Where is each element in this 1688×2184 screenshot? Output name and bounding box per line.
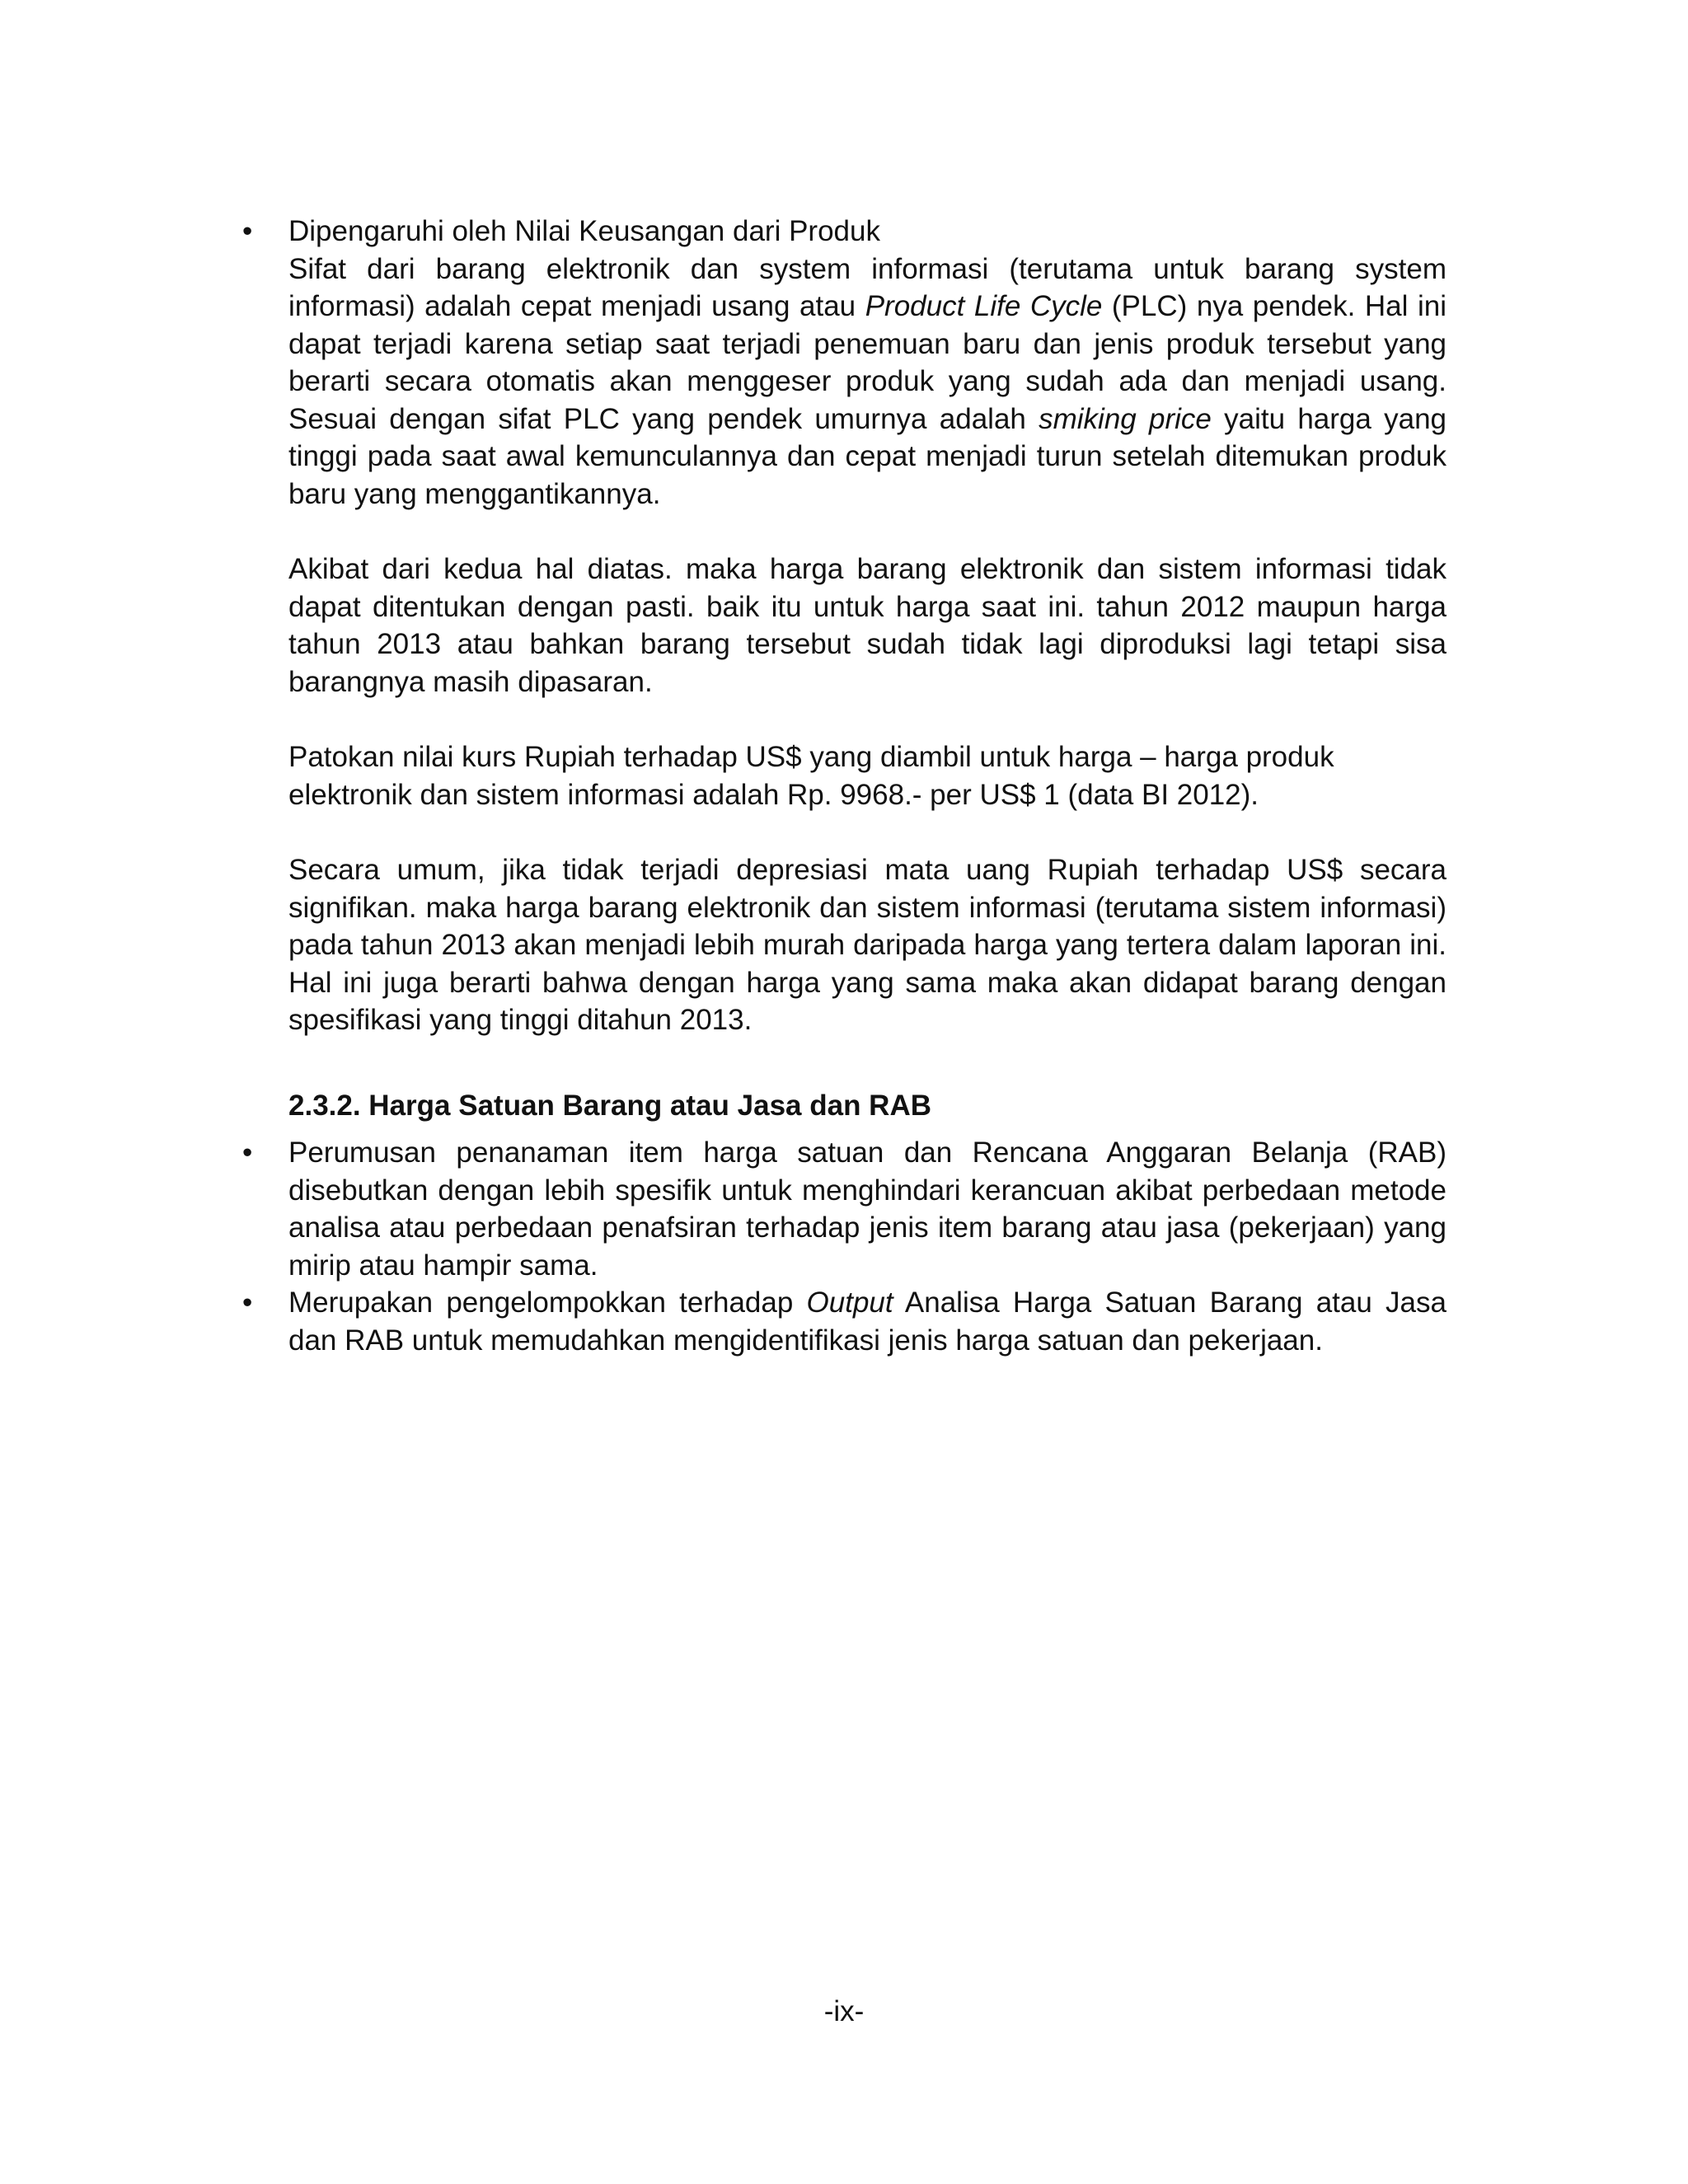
emphasis-text: smiking price: [1039, 402, 1212, 435]
section-heading: 2.3.2. Harga Satuan Barang atau Jasa dan RAB: [288, 1089, 931, 1122]
bullet-icon: •: [242, 215, 253, 247]
bullet-icon: •: [242, 1137, 253, 1169]
bullet-text: [288, 1284, 1447, 1359]
spacer: [288, 1124, 1447, 1134]
paragraph-text: Sifat dari barang elektronik dan system informasi (terutama untuk barang system informasi) adalah cepat menjadi usang atau: [288, 252, 1447, 322]
paragraph-text: yaitu harga yang tinggi pada saat awal kemunculannya dan cepat menjadi turun setelah ditemukan produk baru yang menggantikannya.: [288, 402, 1447, 510]
bullet-item-keusangan: [242, 213, 1447, 1039]
spacer: [288, 513, 1447, 551]
paragraph-kurs: Patokan nilai kurs Rupiah terhadap US$ yang diambil untuk harga – harga produk elektronik dan sistem informasi adalah Rp. 9968.- per US$ 1 (data BI 2012).: [288, 741, 1334, 811]
emphasis-text: Output: [806, 1286, 893, 1319]
page-number: -ix-: [823, 1995, 865, 2027]
spacer: [288, 813, 1447, 851]
spacer: [288, 1039, 1447, 1087]
paragraph-akibat: Akibat dari kedua hal diatas. maka harga barang elektronik dan sistem informasi tidak dapat ditentukan dengan pasti. baik itu untuk harga saat ini. tahun 2012 maupun harga tahun 2013 atau bahkan barang tersebut sudah tidak lagi diproduksi lagi tetapi sisa barangnya masih dipasaran.: [288, 553, 1447, 698]
bullet-text: Perumusan penanaman item harga satuan dan Rencana Anggaran Belanja (RAB) disebutkan dengan lebih spesifik untuk menghindari kerancuan akibat perbedaan metode analisa atau perbedaan penafsiran terhadap jenis item barang atau jasa (pekerjaan) yang mirip atau hampir sama.: [288, 1137, 1447, 1282]
bullet-title: Dipengaruhi oleh Nilai Keusangan dari Produk: [288, 215, 880, 247]
emphasis-text: Product Life Cycle: [865, 290, 1103, 322]
paragraph-depresiasi: Secara umum, jika tidak terjadi depresiasi mata uang Rupiah terhadap US$ secara signifikan. maka harga barang elektronik dan sistem informasi (terutama sistem informasi) pada tahun 2013 akan menjadi lebih murah daripada harga yang tertera dalam laporan ini. Hal ini juga berarti bahwa dengan harga yang sama maka akan didapat barang dengan spesifikasi yang tinggi ditahun 2013.: [288, 854, 1447, 1036]
bullet-icon: •: [242, 1286, 253, 1319]
spacer: [288, 701, 1447, 738]
bullet-text-part: Analisa Harga Satuan Barang atau Jasa dan RAB untuk memudahkan mengidentifikasi jenis harga satuan dan pekerjaan.: [288, 1286, 1447, 1357]
paragraph-plc: [288, 251, 1447, 513]
bullet-item-perumusan: [242, 1134, 1447, 1284]
bullet-text-part: Merupakan pengelompokkan terhadap: [288, 1286, 807, 1319]
paragraph-text: (PLC) nya pendek. Hal ini dapat terjadi karena setiap saat terjadi penemuan baru dan jenis produk tersebut yang berarti secara otomatis akan menggeser produk yang sudah ada dan menjadi usang. Sesuai dengan sifat PLC yang pendek umurnya adalah: [288, 290, 1447, 435]
page-content: [242, 213, 1447, 1359]
bullet-item-pengelompokkan: [242, 1284, 1447, 1359]
